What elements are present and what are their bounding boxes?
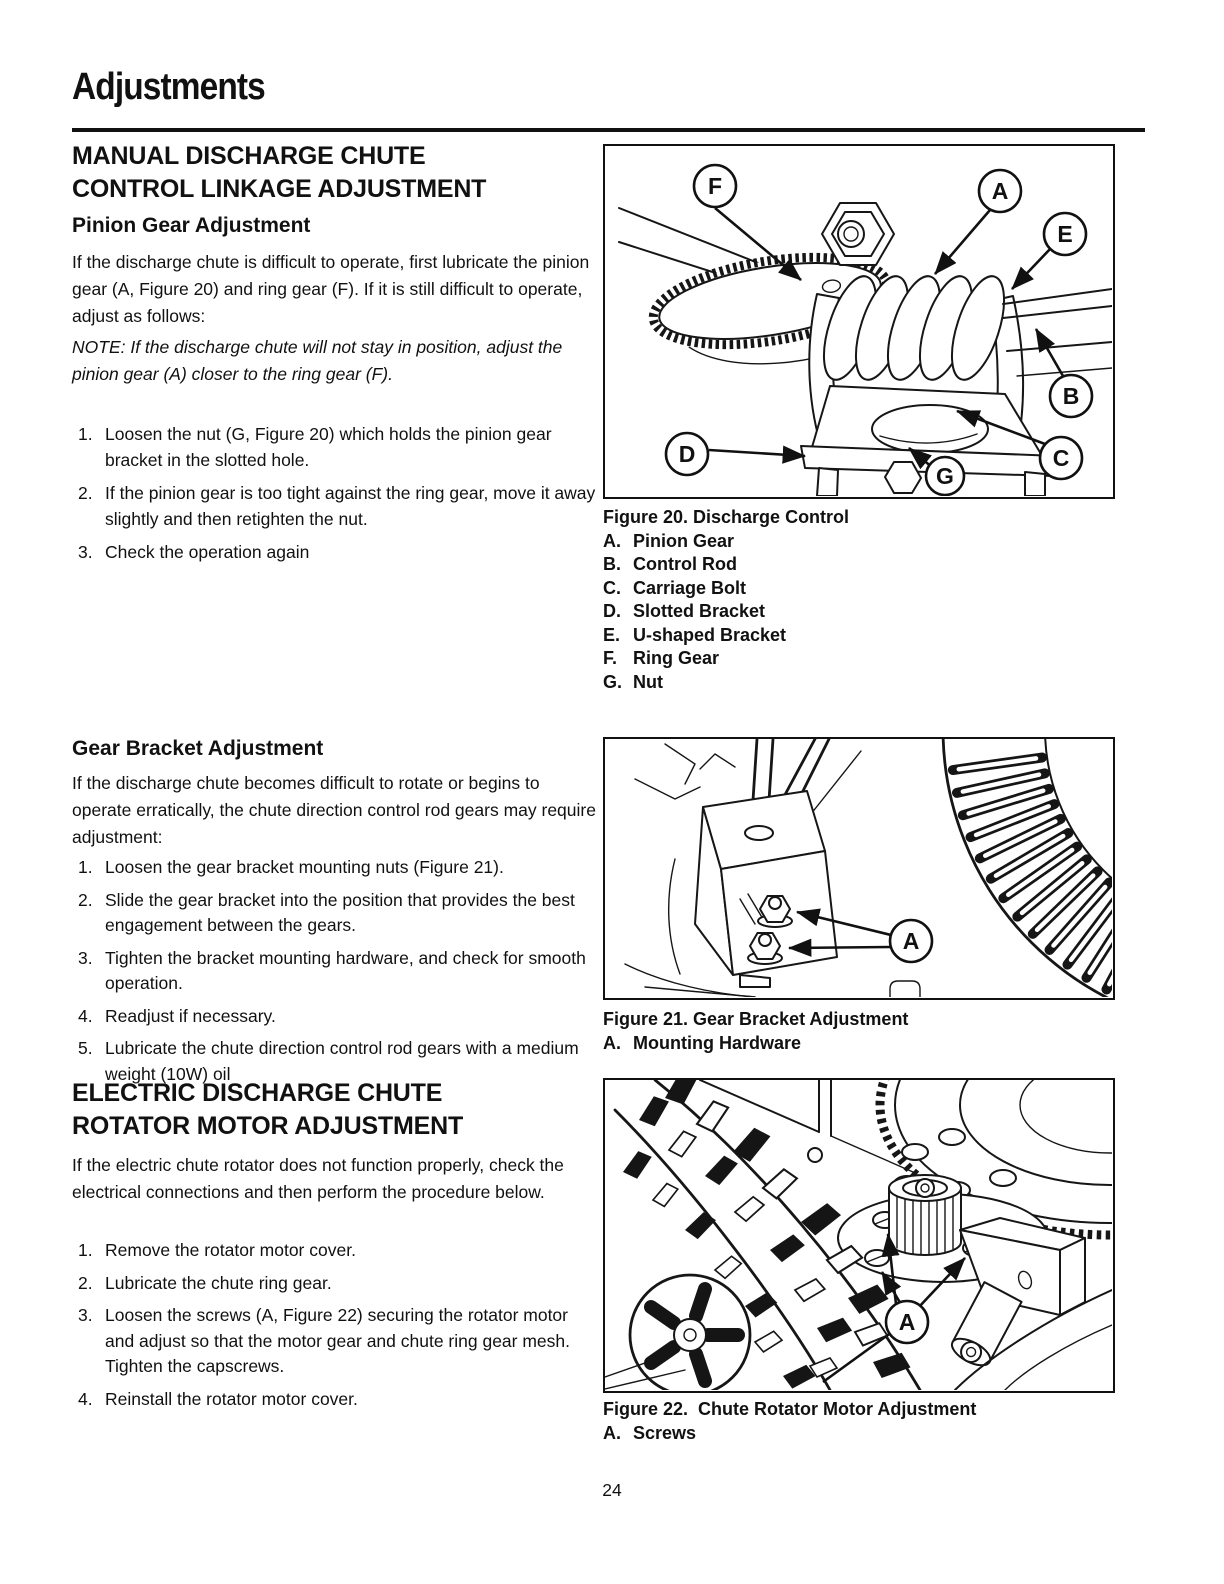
heading-line: CONTROL LINKAGE ADJUSTMENT	[72, 175, 487, 203]
gear-bracket-steps-list	[72, 855, 596, 1094]
figure-legend	[603, 1422, 1123, 1446]
callout-a-badge	[979, 170, 1021, 212]
step-item: Lubricate the chute direction control rod gears with a medium weight (10W) oil	[105, 1038, 584, 1084]
page-title: Adjustments	[72, 66, 265, 108]
step-item: Reinstall the rotator motor cover.	[105, 1388, 358, 1409]
svg-text:D: D	[678, 441, 696, 467]
callout-d-badge	[666, 433, 708, 475]
callout-a-badge	[890, 920, 932, 962]
legend-row: B. Control Rod	[603, 554, 737, 574]
gear-bracket-intro-paragraph: If the discharge chute becomes difficult to rotate or begins to operate erratically, the chute direction control rod gears may require adjustment:	[72, 773, 601, 847]
figure-20-caption	[603, 506, 1123, 694]
vented-flywheel	[943, 739, 1112, 997]
figure-21-caption	[603, 1008, 1123, 1055]
svg-text:B: B	[1062, 383, 1080, 409]
legend-row: G. Nut	[603, 671, 663, 692]
svg-text:C: C	[1052, 445, 1070, 471]
svg-text:A: A	[898, 1309, 916, 1335]
header-rule	[72, 128, 1145, 132]
legend-row: C. Carriage Bolt	[603, 577, 747, 598]
section-heading-electric-rotator	[72, 1077, 596, 1143]
figure-20-discharge-control	[603, 144, 1115, 499]
subheading-gear-bracket: Gear Bracket Adjustment	[72, 737, 324, 760]
heading-line: ELECTRIC DISCHARGE CHUTE	[72, 1079, 443, 1107]
figure-22-caption	[603, 1398, 1123, 1445]
motor-pinion-gear	[889, 1175, 961, 1255]
electric-steps-list	[72, 1238, 596, 1419]
figure20-illustration	[605, 146, 1112, 496]
callout-f-badge	[694, 165, 736, 207]
figure21-illustration	[605, 739, 1112, 997]
legend-row: A. Mounting Hardware	[603, 1032, 802, 1053]
section-heading-manual-linkage	[72, 140, 596, 206]
svg-text:F: F	[707, 173, 723, 199]
bottom-nut	[885, 462, 921, 493]
svg-text:A: A	[991, 178, 1009, 204]
legend-row: F. Ring Gear	[603, 648, 720, 668]
figure-caption-title: Figure 21. Gear Bracket Adjustment	[603, 1009, 909, 1029]
svg-text:A: A	[902, 928, 920, 954]
step-item: Remove the rotator motor cover.	[105, 1240, 356, 1260]
figure-caption-title: Figure 20. Discharge Control	[603, 507, 850, 527]
figure22-illustration	[605, 1080, 1112, 1390]
pinion-intro-paragraph: If the discharge chute is difficult to operate, first lubricate the pinion gear (A, Figure 20) and ring gear (F). If it is still difficult to operate, adjust as follows:	[72, 252, 595, 326]
step-item: Lubricate the chute ring gear.	[105, 1272, 332, 1293]
step-item: Loosen the screws (A, Figure 22) securing the rotator motor and adjust so that the motor gear and chute ring gear mesh. Tighten the capscrews.	[105, 1305, 580, 1376]
callout-g-badge	[926, 457, 964, 495]
electric-intro-paragraph: If the electric chute rotator does not function properly, check the electrical connections and then perform the procedure below.	[72, 1155, 569, 1202]
svg-text:E: E	[1057, 221, 1073, 247]
callout-c-badge	[1040, 437, 1082, 479]
legend-row: A. Screws	[603, 1422, 697, 1443]
figure-22-rotator-motor	[603, 1078, 1115, 1393]
figure-legend	[603, 1032, 1123, 1056]
svg-text:G: G	[936, 463, 954, 489]
callout-e-badge	[1044, 213, 1086, 255]
legend-row: A. Pinion Gear	[603, 530, 735, 551]
subheading-pinion-gear: Pinion Gear Adjustment	[72, 214, 311, 237]
wheel-hub	[630, 1275, 750, 1390]
page-number: 24	[602, 1480, 622, 1500]
step-item: Slide the gear bracket into the position that provides the best engagement between the gears.	[105, 889, 580, 935]
step-item: Loosen the gear bracket mounting nuts (Figure 21).	[105, 857, 504, 877]
step-item: Tighten the bracket mounting hardware, and check for smooth operation.	[105, 947, 591, 993]
callout-b-badge	[1050, 375, 1092, 417]
step-item: If the pinion gear is too tight against the ring gear, move it away slightly and then retighten the nut.	[105, 483, 601, 529]
figure-caption-title: Figure 22. Chute Rotator Motor Adjustment	[603, 1399, 977, 1419]
step-item: Loosen the nut (G, Figure 20) which holds the pinion gear bracket in the slotted hole.	[105, 424, 557, 470]
heading-line: ROTATOR MOTOR ADJUSTMENT	[72, 1112, 464, 1140]
figure-21-gear-bracket	[603, 737, 1115, 1000]
step-item: Readjust if necessary.	[105, 1005, 276, 1026]
legend-row: E. U-shaped Bracket	[603, 624, 787, 645]
slotted-screw	[865, 1250, 889, 1266]
rotator-motor	[948, 1282, 1022, 1371]
pinion-steps-list	[72, 421, 601, 572]
callout-a-badge	[886, 1301, 928, 1343]
heading-line: MANUAL DISCHARGE CHUTE	[72, 142, 426, 170]
legend-row: D. Slotted Bracket	[603, 601, 766, 621]
figure-legend	[603, 530, 1123, 695]
step-item: Check the operation again	[105, 542, 310, 562]
pinion-note-paragraph: NOTE: If the discharge chute will not stay in position, adjust the pinion gear (A) closer to the ring gear (F).	[72, 337, 568, 384]
